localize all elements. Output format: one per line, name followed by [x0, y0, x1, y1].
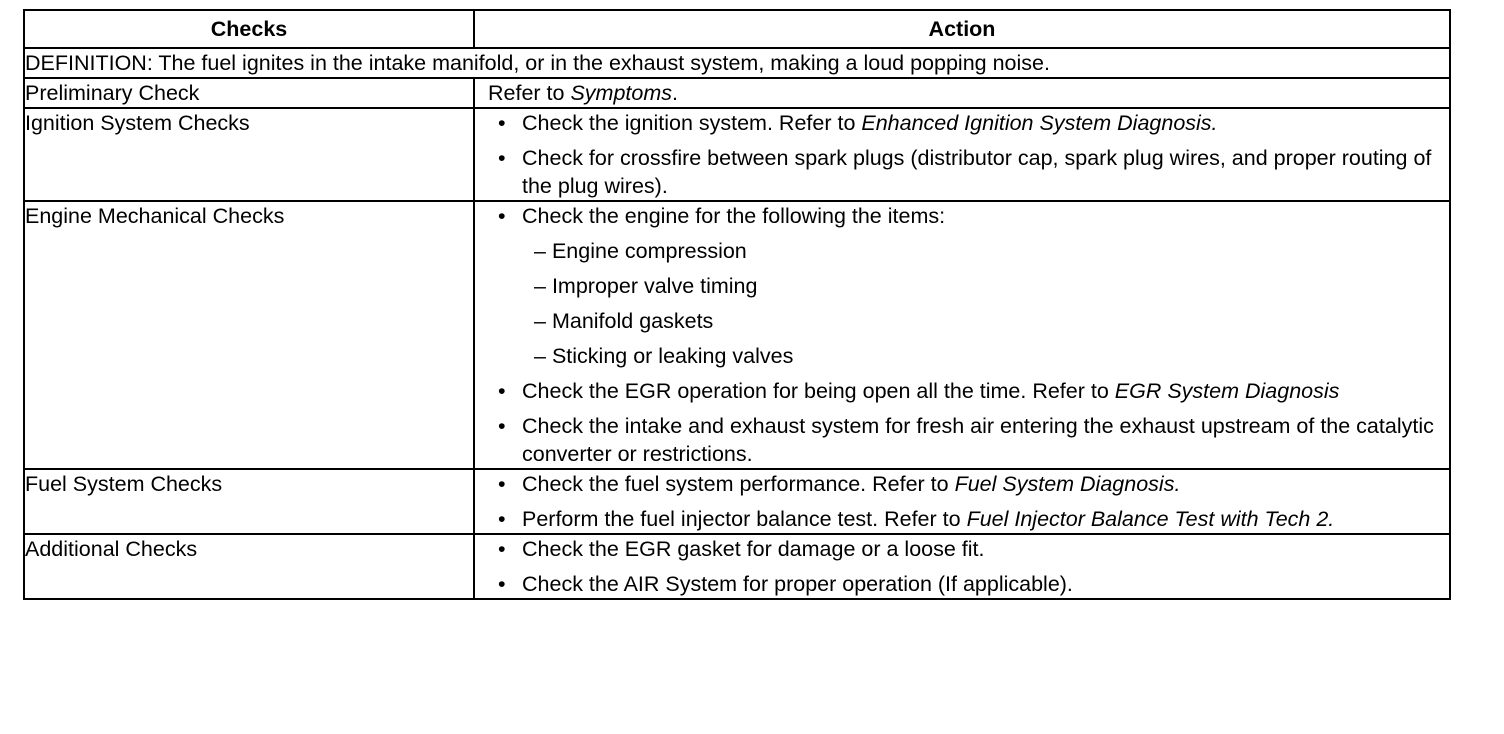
sub-list-item — [522, 237, 1449, 265]
action-text: Check the EGR gasket for damage or a loose fit. — [522, 537, 985, 561]
list-item — [475, 144, 1449, 200]
table-row-preliminary — [24, 78, 1450, 108]
action-text: Check the ignition system. Refer to — [522, 111, 862, 135]
bullet-icon: • — [498, 507, 506, 531]
table-header-row — [24, 10, 1450, 48]
list-item — [475, 470, 1449, 498]
list-item — [475, 505, 1449, 533]
bullet-icon: • — [498, 472, 506, 496]
dash-icon: – — [534, 309, 546, 333]
sub-list — [522, 237, 1449, 370]
action-text: Check the intake and exhaust system for fresh air entering the exhaust upstream of the catalytic converter or restrictions. — [522, 414, 1434, 466]
check-label-additional: Additional Checks — [24, 534, 474, 599]
dash-icon: – — [534, 239, 546, 263]
reference-fuel-injector-balance-test: Fuel Injector Balance Test with Tech 2. — [966, 507, 1335, 531]
list-item — [475, 535, 1449, 563]
action-text: Check the AIR System for proper operation (If applicable). — [522, 572, 1073, 596]
action-text: Check for crossfire between spark plugs (distributor cap, spark plug wires, and proper routing of the plug wires). — [522, 146, 1432, 198]
action-tail: . — [672, 81, 678, 105]
action-text: Check the engine for the following the items: — [522, 204, 946, 228]
check-label-ignition: Ignition System Checks — [24, 108, 474, 201]
reference-symptoms: Symptoms — [570, 81, 673, 105]
table-row-ignition — [24, 108, 1450, 201]
diagnostic-checks-table — [23, 9, 1451, 600]
bullet-icon: • — [498, 204, 506, 228]
action-cell-ignition — [474, 108, 1450, 201]
reference-enhanced-ignition: Enhanced Ignition System Diagnosis. — [861, 111, 1218, 135]
action-text: Check the EGR operation for being open all the time. Refer to — [522, 379, 1115, 403]
bullet-icon: • — [498, 537, 506, 561]
action-cell-preliminary — [474, 78, 1450, 108]
reference-egr-system-diagnosis: EGR System Diagnosis — [1114, 379, 1340, 403]
bullet-icon: • — [498, 146, 506, 170]
sub-list-item — [522, 342, 1449, 370]
list-item — [475, 412, 1449, 468]
list-item — [475, 377, 1449, 405]
dash-icon: – — [534, 344, 546, 368]
action-text: Perform the fuel injector balance test. Refer to — [522, 507, 967, 531]
bullet-icon: • — [498, 379, 506, 403]
action-cell-fuel — [474, 469, 1450, 534]
action-text: Check the fuel system performance. Refer to — [522, 472, 955, 496]
sub-item-text: Improper valve timing — [551, 274, 758, 298]
dash-icon: – — [534, 274, 546, 298]
list-item — [475, 202, 1449, 370]
definition-text: DEFINITION: The fuel ignites in the intake manifold, or in the exhaust system, making a loud popping noise. — [24, 48, 1450, 78]
column-header-checks: Checks — [24, 10, 474, 48]
check-label-engine: Engine Mechanical Checks — [24, 201, 474, 469]
definition-row — [24, 48, 1450, 78]
bullet-icon: • — [498, 572, 506, 596]
check-label-preliminary: Preliminary Check — [24, 78, 474, 108]
table-row-fuel — [24, 469, 1450, 534]
action-cell-additional — [474, 534, 1450, 599]
sub-list-item — [522, 272, 1449, 300]
table-row-additional — [24, 534, 1450, 599]
check-label-fuel: Fuel System Checks — [24, 469, 474, 534]
column-header-action: Action — [474, 10, 1450, 48]
sub-list-item — [522, 307, 1449, 335]
bullet-icon: • — [498, 414, 506, 438]
list-item — [475, 109, 1449, 137]
action-cell-engine — [474, 201, 1450, 469]
bullet-icon: • — [498, 111, 506, 135]
sub-item-text: Manifold gaskets — [551, 309, 714, 333]
action-text: Refer to — [488, 81, 571, 105]
sub-item-text: Sticking or leaking valves — [551, 344, 794, 368]
table-row-engine — [24, 201, 1450, 469]
reference-fuel-system-diagnosis: Fuel System Diagnosis. — [954, 472, 1181, 496]
sub-item-text: Engine compression — [551, 239, 747, 263]
list-item — [475, 570, 1449, 598]
